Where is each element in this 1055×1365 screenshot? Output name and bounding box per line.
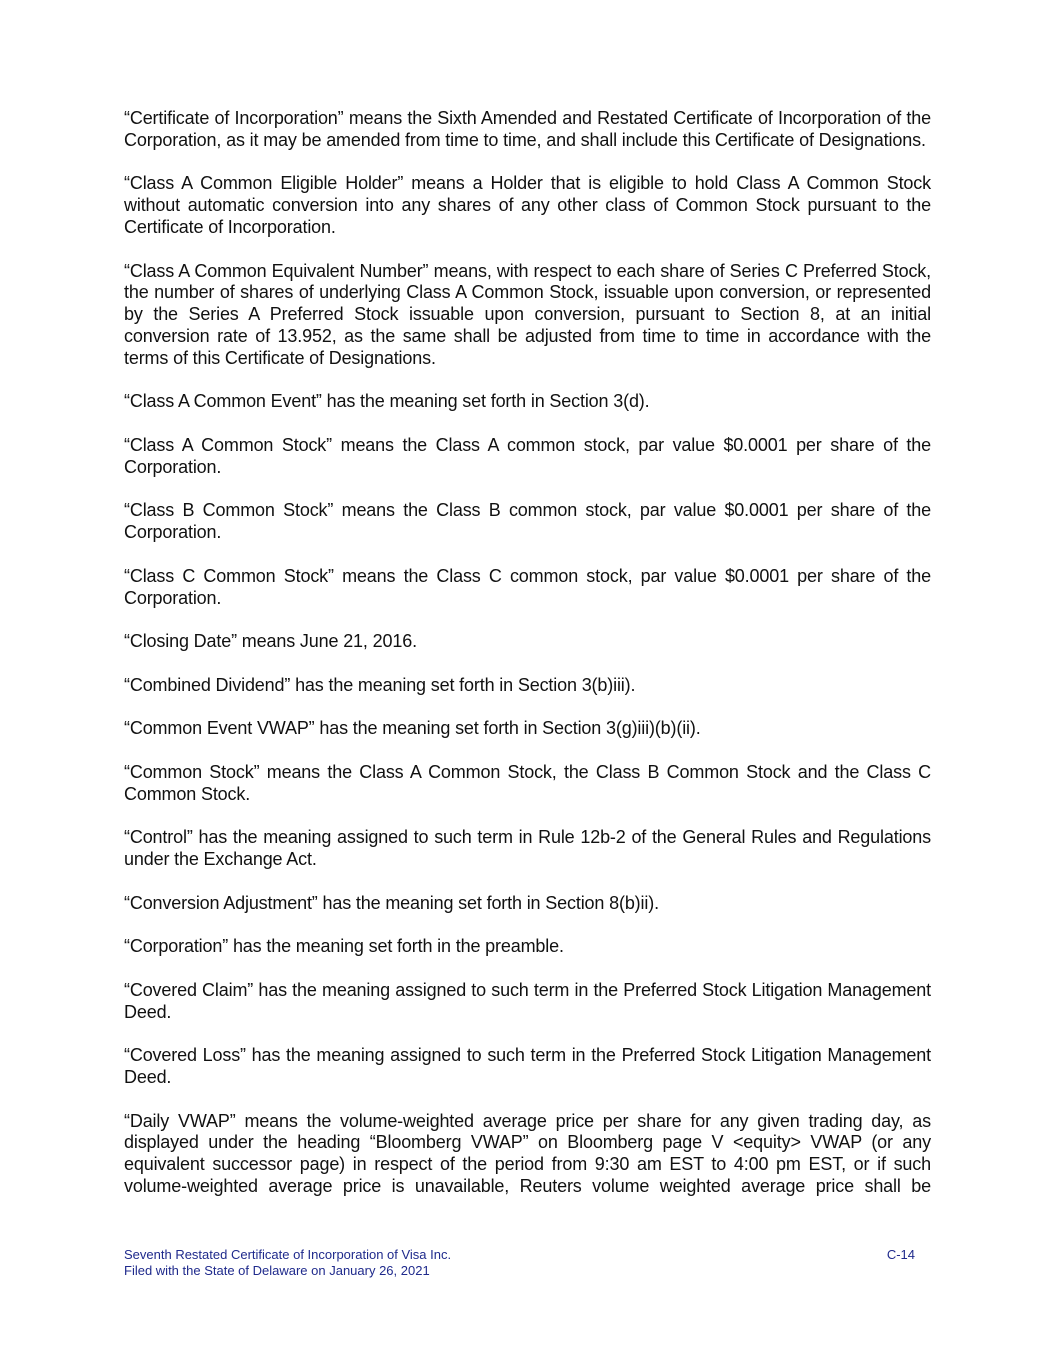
definition-certificate-of-incorporation: “Certificate of Incorporation” means the Sixth Amended and Restated Certificate of Incorporation of the Corporation, as it may be amended from time to time, and shall include this Certificate of Designations. [124, 108, 931, 150]
definition-control: “Control” has the meaning assigned to such term in Rule 12b-2 of the General Rules and Regulations under the Exchange Act. [124, 827, 931, 870]
definition-class-a-common-equivalent-number: “Class A Common Equivalent Number” means, with respect to each share of Series C Preferred Stock, the number of shares of underlying Class A Common Stock, issuable upon conversion, or represented by the Series A Preferred Stock issuable upon conversion, pursuant to Section 8, at an initial conversion rate of 13.952, as the same shall be adjusted from time to time in accordance with the terms of this Certificate of Designations. [124, 260, 931, 368]
definition-class-a-common-stock: “Class A Common Stock” means the Class A common stock, par value $0.0001 per share of the Corporation. [124, 434, 931, 477]
definition-conversion-adjustment: “Conversion Adjustment” has the meaning set forth in Section 8(b)ii). [124, 892, 659, 913]
definition-covered-loss: “Covered Loss” has the meaning assigned to such term in the Preferred Stock Litigation Management Deed. [124, 1045, 931, 1088]
definition-corporation: “Corporation” has the meaning set forth in the preamble. [124, 936, 564, 957]
definition-class-a-common-event: “Class A Common Event” has the meaning set forth in Section 3(d). [124, 391, 650, 412]
page-footer [124, 1247, 915, 1279]
definition-common-event-vwap: “Common Event VWAP” has the meaning set forth in Section 3(g)iii)(b)(ii). [124, 718, 701, 739]
footer-document-title: Seventh Restated Certificate of Incorporation of Visa Inc. [124, 1247, 452, 1262]
footer-filing-info: Filed with the State of Delaware on January 26, 2021 [124, 1263, 430, 1278]
definition-closing-date: “Closing Date” means June 21, 2016. [124, 631, 417, 652]
definition-combined-dividend: “Combined Dividend” has the meaning set forth in Section 3(b)iii). [124, 674, 636, 695]
definition-class-c-common-stock: “Class C Common Stock” means the Class C common stock, par value $0.0001 per share of the Corporation. [124, 565, 931, 608]
definitions-body [124, 108, 931, 1198]
definition-class-b-common-stock: “Class B Common Stock” means the Class B common stock, par value $0.0001 per share of the Corporation. [124, 500, 931, 543]
page-number: C-14 [886, 1247, 915, 1262]
definition-daily-vwap: “Daily VWAP” means the volume-weighted average price per share for any given trading day, as displayed under the heading “Bloomberg VWAP” on Bloomberg page V <equity> VWAP (or any equivalent successor page) in respect of the period from 9:30 am EST to 4:00 pm EST, or if such volume-weighted average price is unavailable, Reuters volume weighted average price shall be [124, 1110, 931, 1197]
definition-common-stock: “Common Stock” means the Class A Common Stock, the Class B Common Stock and the Class C Common Stock. [124, 761, 931, 804]
definition-covered-claim: “Covered Claim” has the meaning assigned to such term in the Preferred Stock Litigation Management Deed. [124, 979, 931, 1022]
definition-class-a-common-eligible-holder: “Class A Common Eligible Holder” means a Holder that is eligible to hold Class A Common Stock without automatic conversion into any shares of any other class of Common Stock pursuant to the Certificate of Incorporation. [124, 173, 931, 237]
